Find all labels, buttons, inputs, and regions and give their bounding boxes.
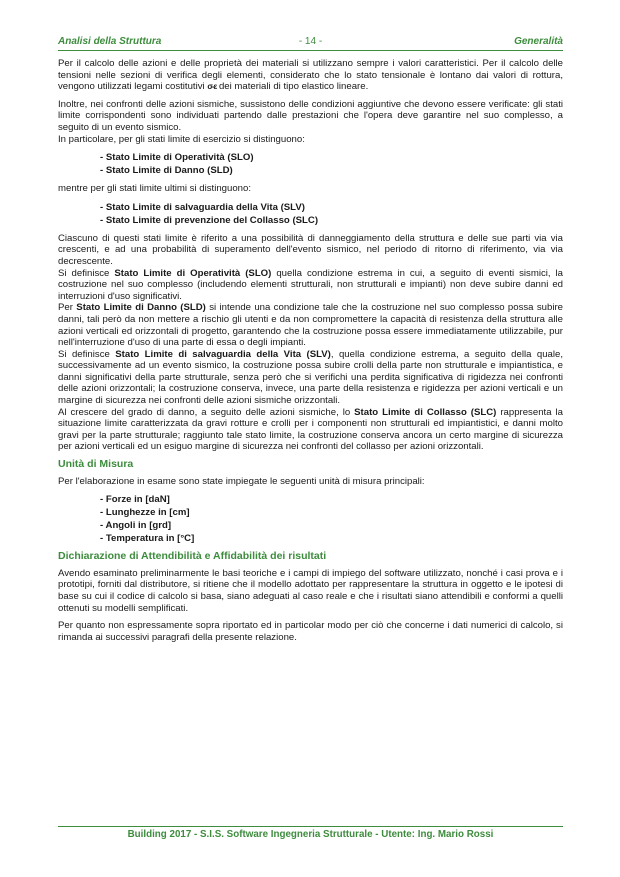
paragraph-text: Per il calcolo delle azioni e delle proprietà dei materiali si utilizzano sempre i valori caratteristici. Per il calcolo delle tensioni nelle sezioni di verifica degli elementi, considerato che lo stato tensionale è lontano dai valori di rottura, vengono utilizzati legami costitutivi <box>58 58 563 93</box>
paragraph-slv <box>58 349 563 407</box>
list-item: - Stato Limite di Operatività (SLO) <box>100 151 563 164</box>
paragraph-text: dei materiali di tipo elastico lineare. <box>218 81 369 93</box>
paragraph-seismic: Inoltre, nei confronti delle azioni sismiche, sussistono delle condizioni aggiuntive che devono essere verificate: gli stati limite corrispondenti sono individuati partendo dalle prestazioni che l'opera deve garantire nel suo complesso, a seguito di un evento sismico. <box>58 98 563 133</box>
paragraph-esercizio-intro: In particolare, per gli stati limite di esercizio si distinguono: <box>58 133 305 145</box>
list-item: - Forze in [daN] <box>100 493 563 506</box>
paragraph-sld <box>58 302 563 348</box>
term-sld: Stato Limite di Danno (SLD) <box>76 302 206 314</box>
paragraph-slo <box>58 268 563 303</box>
paragraph-text: quella condizione estrema in cui, a seguito di eventi sismici, la costruzione nel suo complesso (includendo elementi strutturali, non strutturali e impianti) non deve subire danni ed interruzioni d'uso significativi. <box>58 267 564 302</box>
list-stati-limite-esercizio <box>58 151 563 177</box>
paragraph-text: si intende una condizione tale che la costruzione nel suo complesso possa subire danni, tali però da non mettere a rischio gli utenti e da non compromettere la capacità di resistenza della struttura alle azioni verticali ed orizzontali di progetto, garantendo che la costruzione possa essere immediatamente utilizzabile, pur nell'interruzione d'uso di una parte di essa o degli impianti. <box>58 302 563 349</box>
paragraph-text: , quella condizione estrema, a seguito della quale, successivamente ad un evento sismico, la costruzione possa subire crolli della parte non strutturale e impiantistica, e danni significativi della parte strutturale, senza però che si verifichi una perdita significativa di rigidezza nei confronti delle azioni orizzontali; la costruzione conserva, invece, una parte della resistenza e rigidezza per azioni verticali e un margine di sicurezza nei confronti delle azioni sismiche orizzontali. <box>58 348 563 407</box>
list-item: - Stato Limite di Danno (SLD) <box>100 164 563 177</box>
paragraph-units-intro: Per l'elaborazione in esame sono state impiegate le seguenti unità di misura principali: <box>58 475 425 487</box>
list-item: - Temperatura in [°C] <box>100 532 563 545</box>
page-header <box>58 36 563 51</box>
paragraph-closing: Per quanto non espressamente sopra riportato ed in particolar modo per ciò che concerne i dati numerici di calcolo, si rimanda ai successivi paragrafi della presente relazione. <box>58 620 563 643</box>
list-item: - Stato Limite di prevenzione del Collasso (SLC) <box>100 214 563 227</box>
paragraph-ultimi-intro: mentre per gli stati limite ultimi si distinguono: <box>58 183 252 195</box>
list-item: - Stato Limite di salvaguardia della Vita (SLV) <box>100 201 563 214</box>
list-item: - Lunghezze in [cm] <box>100 506 563 519</box>
list-units <box>58 493 563 545</box>
page-content <box>58 58 563 649</box>
paragraph-reliability: Avendo esaminato preliminarmente le basi teoriche e i campi di impiego del software utilizzato, nonché i casi prova e i prototipi, forniti dal distributore, si ritiene che il modello adottato per rappresentare la struttura in oggetto e le ipotesi di base su cui il codice di calcolo si basa, siano adeguati al caso reale e che i risultati siano attendibili e conformi a quelli ottenuti su modelli semplificati. <box>58 567 563 614</box>
page-number: - 14 - <box>298 36 323 47</box>
term-slc: Stato Limite di Collasso (SLC) <box>354 406 497 418</box>
paragraph-text: rappresenta la situazione limite caratterizzata da gravi rotture e crolli per i componenti non strutturali ed impiantistici, e danni molto gravi per la parte strutturale; raggiunto tale stato limite, la costruzione conserva ancora un certo margine di sicurezza per azioni verticali ed un esiguo margine di sicurezza nei confronti del collasso per azioni orizzontali. <box>58 406 563 453</box>
heading-units: Unità di Misura <box>58 458 134 471</box>
paragraph-text: Per <box>58 302 73 314</box>
header-section-title: Analisi della Struttura <box>58 36 162 47</box>
paragraph-slc <box>58 407 563 453</box>
header-chapter-title: Generalità <box>514 36 563 47</box>
list-item: - Angoli in [grd] <box>100 519 563 532</box>
sigma-epsilon-symbol: σ-ε <box>207 82 217 92</box>
term-slv: Stato Limite di salvaguardia della Vita (SLV) <box>115 348 331 360</box>
heading-reliability: Dichiarazione di Attendibilità e Affidabilità dei risultati <box>58 550 327 563</box>
paragraph-text: Al crescere del grado di danno, a seguito delle azioni sismiche, lo <box>58 406 351 418</box>
page-footer: Building 2017 - S.I.S. Software Ingegneria Strutturale - Utente: Ing. Mario Rossi <box>58 826 563 840</box>
term-slo: Stato Limite di Operatività (SLO) <box>114 267 272 279</box>
paragraph-text: Si definisce <box>58 267 110 279</box>
list-stati-limite-ultimi <box>58 201 563 227</box>
paragraph-stati-limite: Ciascuno di questi stati limite è riferito a una possibilità di danneggiamento della struttura e delle sue parti via via crescenti, e ad una probabilità di superamento dell'evento sismico, nel periodo di ritorno di riferimento, via via decrescente. <box>58 232 563 267</box>
paragraph-text: Si definisce <box>58 348 110 360</box>
paragraph-materials <box>58 58 563 93</box>
